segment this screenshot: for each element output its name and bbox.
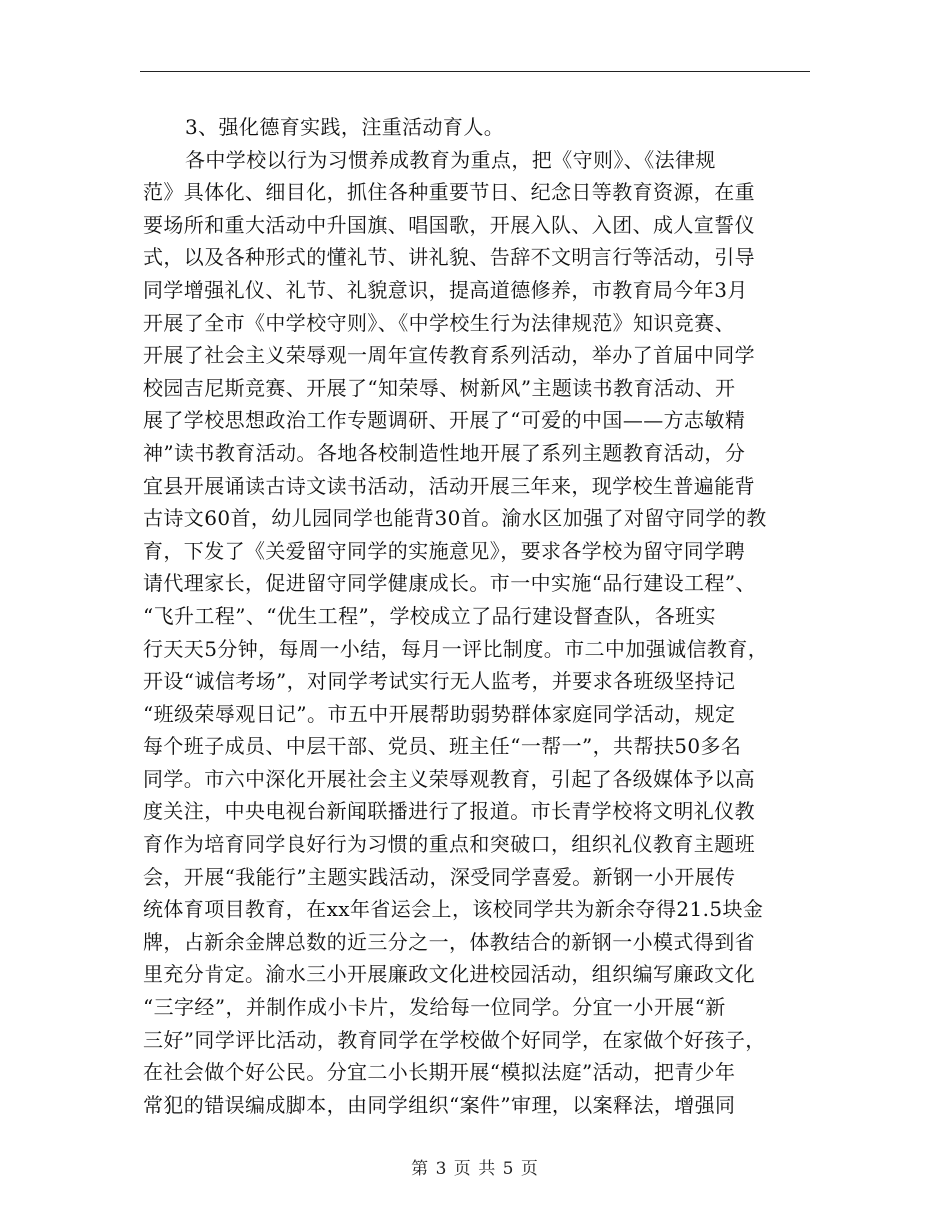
paragraph-line: 育作为培育同学良好行为习惯的重点和突破口，组织礼仪教育主题班	[143, 832, 755, 857]
page-footer: 第 3 页 共 5 页	[411, 1159, 539, 1179]
paragraph-line: 各中学校以行为习惯养成教育为重点，把《守则》、《法律规	[185, 147, 716, 172]
paragraph-line: 育，下发了《关爱留守同学的实施意见》，要求各学校为留守同学聘	[143, 538, 745, 563]
paragraph-line: 开设“诚信考场”，对同学考试实行无人监考，并要求各班级坚持记	[143, 669, 736, 694]
paragraph-line: 式，以及各种形式的懂礼节、讲礼貌、告辞不文明言行等活动，引导	[143, 245, 755, 270]
paragraph-line: 要场所和重大活动中升国旗、唱国歌，开展入队、入团、成人宣誓仪	[143, 212, 755, 237]
paragraph-line: 同学增强礼仪、礼节、礼貌意识，提高道德修养，市教育局今年3月	[143, 277, 748, 302]
paragraph-line: 统体育项目教育，在xx年省运会上，该校同学共为新余夺得21.5块金	[143, 897, 764, 922]
paragraph-line: 同学。市六中深化开展社会主义荣辱观教育，引起了各级媒体予以高	[143, 766, 755, 791]
paragraph-line: “三字经”，并制作成小卡片，发给每一位同学。分宜一小开展“新	[143, 995, 726, 1020]
paragraph-line: 度关注，中央电视台新闻联播进行了报道。市长青学校将文明礼仪教	[143, 799, 755, 824]
paragraph-line: 每个班子成员、中层干部、党员、班主任“一帮一”，共帮扶50多名	[143, 734, 742, 759]
paragraph-line: 会，开展“我能行”主题实践活动，深受同学喜爱。新钢一小开展传	[143, 864, 736, 889]
paragraph-line: 宜县开展诵读古诗文读书活动，活动开展三年来，现学校生普遍能背	[143, 473, 755, 498]
paragraph-line: 里充分肯定。渝水三小开展廉政文化进校园活动，组织编写廉政文化	[143, 962, 755, 987]
paragraph-line: 在社会做个好公民。分宜二小长期开展“模拟法庭”活动，把青少年	[143, 1060, 736, 1085]
paragraph-line: 神”读书教育活动。各地各校制造性地开展了系列主题教育活动，分	[143, 440, 746, 465]
paragraph-line: 三好”同学评比活动，教育同学在学校做个好同学，在家做个好孩子，	[143, 1027, 766, 1052]
paragraph-line: 展了学校思想政治工作专题调研、开展了“可爱的中国——方志敏精	[143, 408, 746, 433]
paragraph	[143, 144, 813, 1122]
section-heading: 3、强化德育实践，注重活动育人。	[185, 115, 505, 139]
document-body	[143, 111, 813, 1121]
paragraph-line: 常犯的错误编成脚本，由同学组织“案件”审理，以案释法，增强同	[143, 1092, 736, 1117]
paragraph-line: 牌，占新余金牌总数的近三分之一，体教结合的新钢一小模式得到省	[143, 929, 755, 954]
paragraph-line: 行天天5分钟，每周一小结，每月一评比制度。市二中加强诚信教育，	[143, 636, 769, 661]
paragraph-line: “班级荣辱观日记”。市五中开展帮助弱势群体家庭同学活动，规定	[143, 701, 736, 726]
paragraph-line: 开展了社会主义荣辱观一周年宣传教育系列活动，举办了首届中同学	[143, 343, 755, 368]
paragraph-line: 开展了全市《中学校守则》、《中学校生行为法律规范》知识竞赛、	[143, 310, 735, 335]
paragraph-line: 校园吉尼斯竞赛、开展了“知荣辱、树新风”主题读书教育活动、开	[143, 375, 736, 400]
paragraph-line: 范》具体化、细目化，抓住各种重要节日、纪念日等教育资源，在重	[143, 180, 755, 205]
paragraph-line: 请代理家长，促进留守同学健康成长。市一中实施“品行建设工程”、	[143, 571, 756, 596]
header-rule	[140, 71, 810, 72]
paragraph-line: 古诗文60首，幼儿园同学也能背30首。渝水区加强了对留守同学的教	[143, 506, 767, 531]
paragraph-line: “飞升工程”、“优生工程”，学校成立了品行建设督查队，各班实	[143, 603, 716, 628]
